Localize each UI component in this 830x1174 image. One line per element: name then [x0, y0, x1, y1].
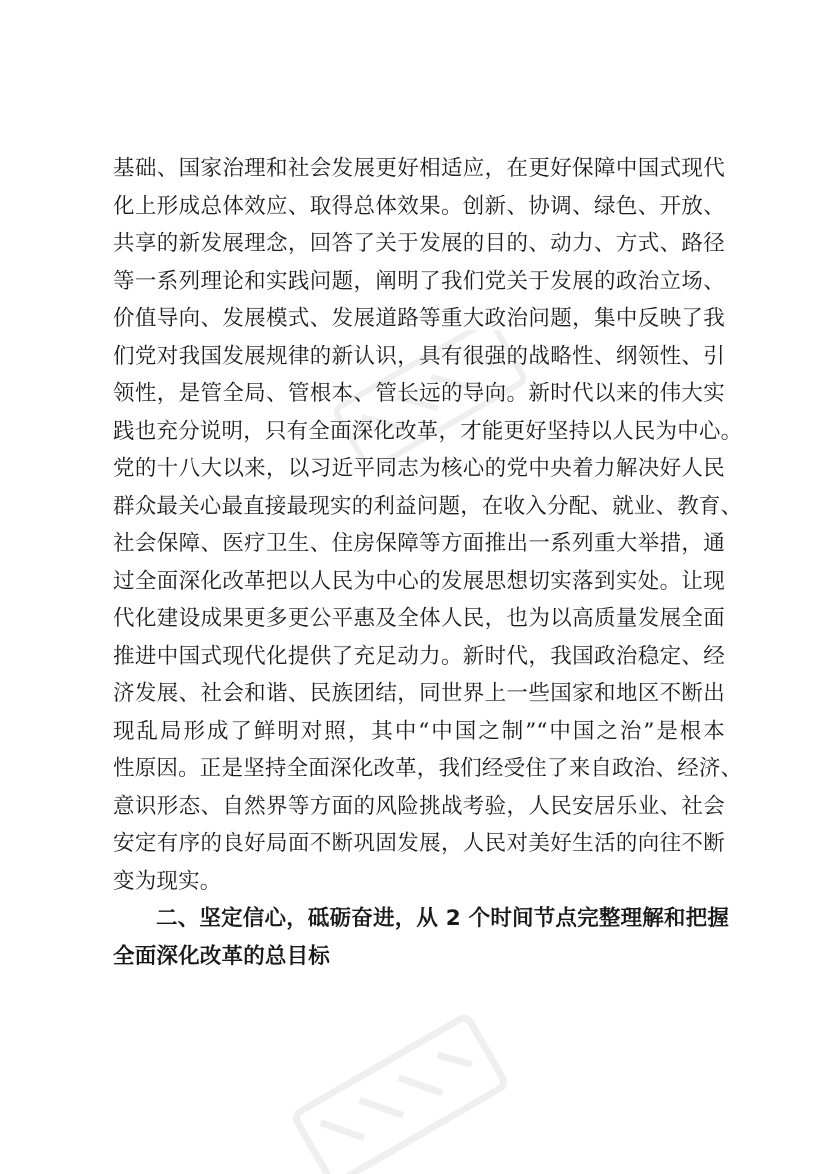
paragraph-line: 性原因。正是坚持全面深化改革，我们经受住了来自政治、经济、 — [113, 756, 743, 781]
paragraph-line: 价值导向、发展模式、发展道路等重大政治问题，集中反映了我 — [113, 306, 725, 331]
paragraph-line: 变为现实。 — [113, 868, 222, 894]
paragraph-line: 等一系列理论和实践问题，阐明了我们党关于发展的政治立场、 — [113, 268, 725, 294]
heading-line: 二、坚定信心，砥砺奋进，从 2 个时间节点完整理解和把握 — [156, 906, 730, 931]
paragraph-line: 过全面深化改革把以人民为中心的发展思想切实落到实处。让现 — [113, 568, 725, 594]
paragraph-line: 化上形成总体效应、取得总体效果。创新、协调、绿色、开放、 — [113, 193, 725, 219]
paragraph-line: 领性，是管全局、管根本、管长远的导向。新时代以来的伟大实 — [113, 381, 725, 406]
paragraph-line: 现乱局形成了鲜明对照，其中“中国之制”“中国之治”是根本 — [113, 718, 725, 744]
body-paragraph — [113, 150, 743, 975]
paragraph-line: 社会保障、医疗卫生、住房保障等方面推出一系列重大举措，通 — [113, 531, 725, 556]
paragraph-line: 基础、国家治理和社会发展更好相适应，在更好保障中国式现代 — [113, 156, 725, 181]
paragraph-line: 党的十八大以来，以习近平同志为核心的党中央着力解决好人民 — [113, 456, 725, 481]
paragraph-line: 济发展、社会和谐、民族团结，同世界上一些国家和地区不断出 — [113, 681, 725, 706]
paragraph-line: 共享的新发展理念，回答了关于发展的目的、动力、方式、路径 — [113, 231, 725, 256]
watermark-logo-bottom — [250, 1000, 550, 1174]
paragraph-line: 代化建设成果更多更公平惠及全体人民，也为以高质量发展全面 — [113, 606, 725, 631]
heading-line: 全面深化改革的总目标 — [113, 943, 331, 969]
paragraph-line: 意识形态、自然界等方面的风险挑战考验，人民安居乐业、社会 — [113, 793, 725, 819]
paragraph-line: 践也充分说明，只有全面深化改革，才能更好坚持以人民为中心。 — [113, 418, 743, 444]
paragraph-line: 们党对我国发展规律的新认识，具有很强的战略性、纲领性、引 — [113, 343, 725, 369]
section-heading — [113, 900, 730, 975]
paragraph-line: 推进中国式现代化提供了充足动力。新时代，我国政治稳定、经 — [113, 643, 725, 669]
paragraph-line: 安定有序的良好局面不断巩固发展，人民对美好生活的向往不断 — [113, 831, 725, 856]
paragraph-line: 群众最关心最直接最现实的利益问题，在收入分配、就业、教育、 — [113, 493, 743, 519]
